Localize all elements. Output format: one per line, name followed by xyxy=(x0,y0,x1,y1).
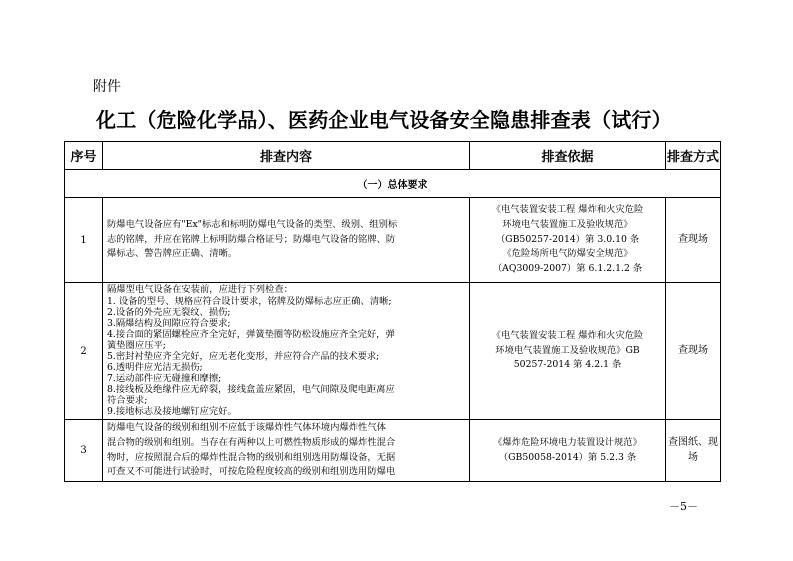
basis-line: （GB50058-2014）第 5.2.3 条 xyxy=(498,451,637,463)
method-line: 场 xyxy=(688,451,698,463)
attachment-label: 附件 xyxy=(93,79,121,95)
content-line: 6.透明件应光洁无损伤; xyxy=(107,362,203,374)
content-line: 爆标志、警告牌应正确、清晰。 xyxy=(107,248,238,260)
content-line: 簧垫圈应压平; xyxy=(107,339,166,351)
basis-line: 环境电气装置施工及验收规范》 xyxy=(502,218,633,230)
content-line: 物时，应按照混合后的爆炸性混合物的级别和组别选用防爆设备，无据 xyxy=(107,451,396,463)
content-line: 防爆电气设备应有"Ex"标志和标明防爆电气设备的类型、级别、组别标 xyxy=(107,219,398,231)
section-row xyxy=(65,170,721,198)
content-line: 8.接线板及绝缘件应无碎裂，接线盒盖应紧固，电气间隙及爬电距离应 xyxy=(107,384,395,396)
row-method xyxy=(666,420,721,482)
section-title: （一）总体要求 xyxy=(65,170,721,198)
content-line: 隔爆型电气设备在安装前，应进行下列检查： xyxy=(107,284,293,296)
basis-line: 《危险场所电气防爆安全规范》 xyxy=(502,248,633,260)
row-content xyxy=(103,420,470,482)
table-row xyxy=(65,420,721,482)
content-line: 防爆电气设备的级别和组别不应低于该爆炸性气体环境内爆炸性气体 xyxy=(107,422,386,434)
row-method: 查现场 xyxy=(666,283,721,420)
page-title: 化工（危险化学品）、医药企业电气设备安全隐患排查表（试行） xyxy=(96,108,672,132)
content-line: 符合要求; xyxy=(107,395,148,407)
basis-line: 环境电气装置施工及验收规范》GB xyxy=(495,344,640,356)
basis-line: 50257-2014 第 4.2.1 条 xyxy=(513,359,622,371)
row-content xyxy=(103,283,470,420)
table-header-row xyxy=(65,142,721,170)
content-line: 可查又不可能进行试验时，可按危险程度较高的级别和组别选用防爆电 xyxy=(107,466,396,478)
content-line: 1. 设备的型号、规格应符合设计要求，铭牌及防爆标志应正确、清晰; xyxy=(107,295,392,307)
header-content: 排查内容 xyxy=(103,142,470,170)
row-basis xyxy=(470,420,666,482)
content-line: 3.隔爆结构及间隙应符合要求; xyxy=(107,317,231,329)
basis-line: （GB50257-2014）第 3.0.10 条 xyxy=(495,233,640,245)
row-basis xyxy=(470,198,666,283)
header-method: 排查方式 xyxy=(666,142,721,170)
row-number: 3 xyxy=(65,420,103,482)
content-line: 4.接合面的紧固螺栓应齐全完好，弹簧垫圈等防松设施应齐全完好，弹 xyxy=(107,328,395,340)
header-no: 序号 xyxy=(65,142,103,170)
table-row xyxy=(65,283,721,420)
page-number: －5－ xyxy=(669,500,698,513)
content-line: 志的铭牌，并应在铭牌上标明防爆合格证号；防爆电气设备的铭牌、防 xyxy=(107,233,396,245)
content-line: 7.运动部件应无碰撞和摩擦; xyxy=(107,373,222,385)
content-line: 5.密封衬垫应齐全完好，应无老化变形，并应符合产品的技术要求; xyxy=(107,351,380,362)
content-line: 混合物的级别和组别。当存在有两种以上可燃性物质形成的爆炸性混合 xyxy=(107,436,396,448)
content-line: 9.接地标志及接地螺钉应完好。 xyxy=(107,406,237,418)
row-number: 1 xyxy=(65,198,103,283)
basis-line: 《爆炸危险环境电力装置设计规范》 xyxy=(493,436,642,448)
row-basis xyxy=(470,283,666,420)
method-line: 查图纸、现 xyxy=(668,437,718,448)
content-line: 2.设备的外壳应无裂纹、损伤; xyxy=(107,306,231,318)
hazard-checklist-table xyxy=(64,141,721,482)
row-content xyxy=(103,198,470,283)
basis-line: 《电气装置安装工程 爆炸和火灾危险 xyxy=(491,329,644,341)
row-method: 查现场 xyxy=(666,198,721,283)
row-number: 2 xyxy=(65,283,103,420)
table-row xyxy=(65,198,721,283)
basis-line: （AQ3009-2007）第 6.1.2.1.2 条 xyxy=(492,263,643,275)
header-basis: 排查依据 xyxy=(470,142,666,170)
basis-line: 《电气装置安装工程 爆炸和火灾危险 xyxy=(491,204,644,215)
